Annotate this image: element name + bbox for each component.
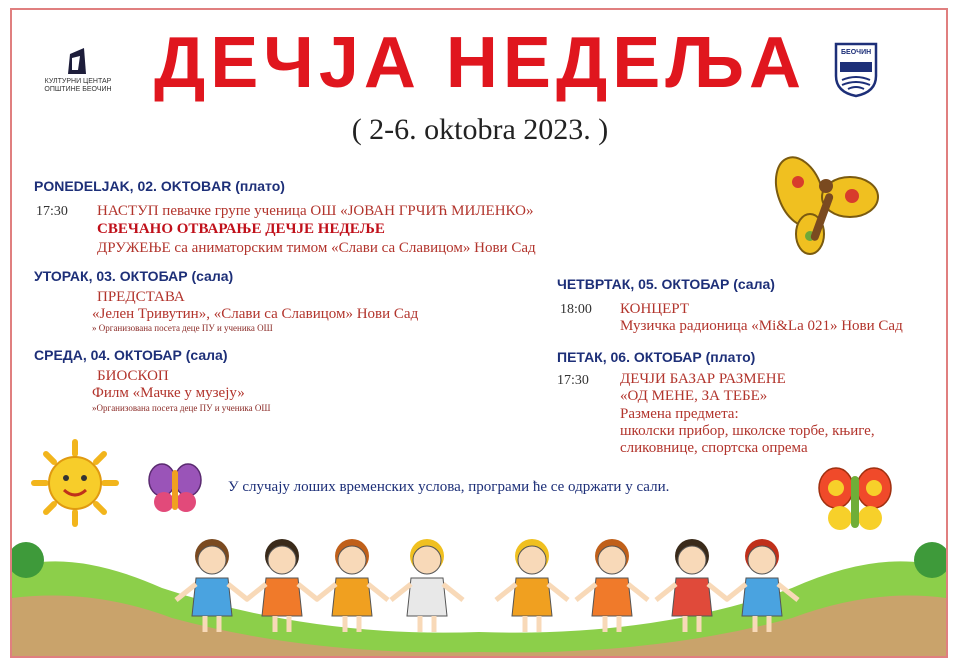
wednesday-event-1: БИОСКОП: [97, 368, 169, 384]
child-figure: [391, 539, 463, 632]
butterfly-icon: [816, 464, 894, 536]
tuesday-event-1: ПРЕДСТАВА: [97, 289, 185, 305]
monday-heading: PONEDELJAK, 02. OKTOBAR (плато): [34, 178, 285, 194]
thursday-event-1: КОНЦЕРТ: [620, 301, 689, 317]
wednesday-note: »Организована посета деце ПУ и ученика ОШ: [92, 403, 271, 413]
poster-dates: ( 2-6. oktobra 2023. ): [351, 113, 609, 146]
children-holding-hands-icon: [12, 528, 946, 656]
friday-event-3: Размена предмета:: [620, 406, 739, 422]
butterfly-icon: [770, 152, 882, 262]
friday-event-2: «ОД МЕНЕ, ЗА ТЕБЕ»: [620, 388, 768, 404]
monday-event-1: НАСТУП певачке групе ученица ОШ «ЈОВАН ГРЧИЋ МИЛЕНКО»: [97, 203, 534, 219]
thursday-event-2: Музичка радионица «Mi&La 021» Нови Сад: [620, 318, 903, 334]
child-figure: [496, 539, 568, 632]
sun-icon: [30, 438, 120, 528]
tuesday-note: » Организована посета деце ПУ и ученика ОШ: [92, 323, 273, 333]
wednesday-heading: СРЕДА, 04. ОКТОБАР (сала): [34, 347, 228, 363]
monday-event-3: ДРУЖЕЊЕ са аниматорским тимом «Слави са Славицом» Нови Сад: [97, 240, 536, 256]
poster-title: ДЕЧЈА НЕДЕЉА: [153, 23, 807, 103]
wednesday-event-2: Филм «Мачке у музеју»: [92, 385, 245, 401]
friday-event-1: ДЕЧЈИ БАЗАР РАЗМЕНЕ: [620, 371, 786, 387]
friday-heading: ПЕТАК, 06. ОКТОБАР (плато): [557, 349, 756, 365]
butterfly-icon: [146, 460, 204, 516]
weather-note: У случају лоших временских услова, програми ће се одржати у сали.: [228, 479, 670, 495]
thursday-time: 18:00: [560, 302, 592, 317]
crest-label: БЕОЧИН: [841, 49, 872, 56]
logo-left-line2: ОПШТИНЕ БЕОЧИН: [44, 86, 112, 93]
tuesday-event-2: «Јелен Тривутин», «Слави са Славицом» Нови Сад: [92, 306, 419, 322]
tuesday-heading: УТОРАК, 03. ОКТОБАР (сала): [34, 268, 234, 284]
friday-event-4: школски прибор, школске торбе, књиге,: [620, 423, 875, 439]
monday-time: 17:30: [36, 204, 68, 219]
child-figure: [576, 539, 648, 632]
friday-time: 17:30: [557, 373, 589, 388]
logo-left-line1: КУЛТУРНИ ЦЕНТАР: [44, 78, 112, 85]
friday-event-5: сликовнице, спортска опрема: [620, 440, 808, 456]
child-figure: [316, 539, 388, 632]
monday-event-2: СВЕЧАНО ОТВАРАЊЕ ДЕЧЈЕ НЕДЕЉЕ: [97, 221, 385, 237]
thursday-heading: ЧЕТВРТАК, 05. ОКТОБАР (сала): [557, 276, 775, 292]
